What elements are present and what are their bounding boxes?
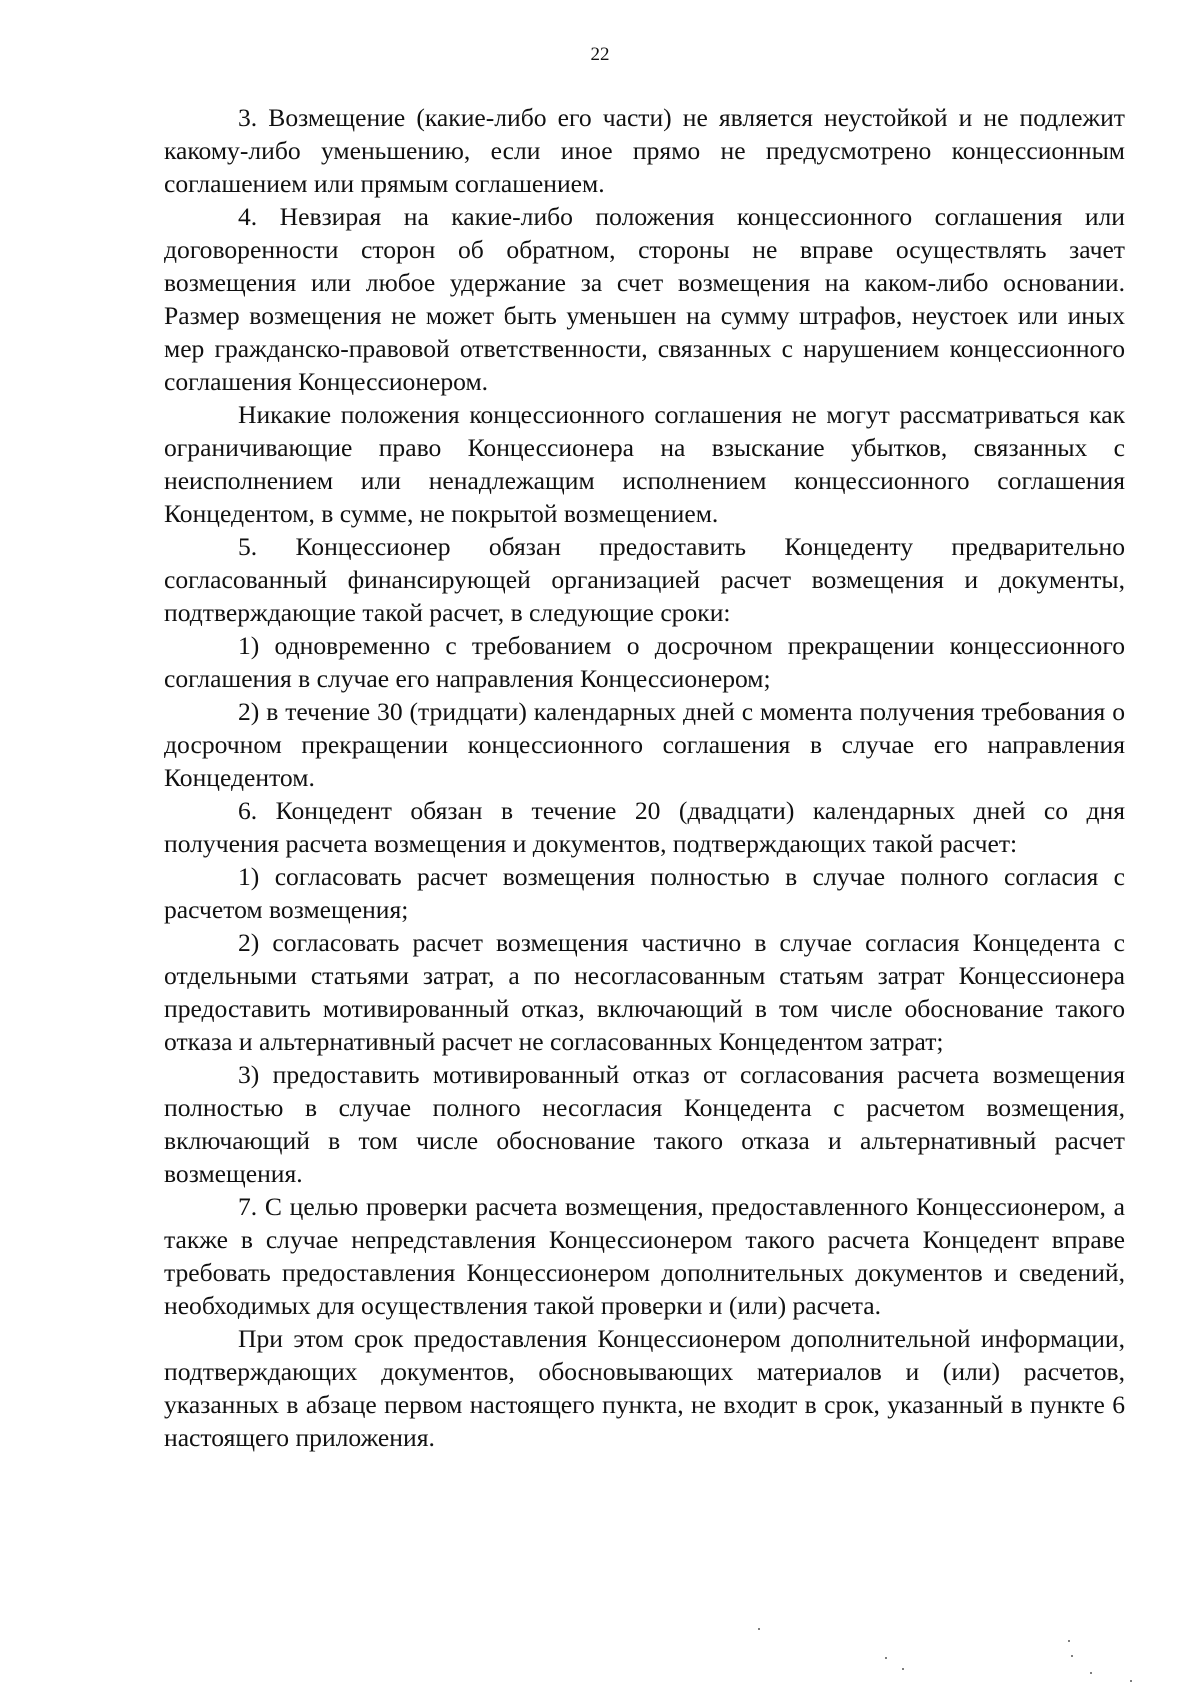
paragraph-clause-5: 5. Концессионер обязан предоставить Концеденту предварительно согласованный финансирующей организацией расчет возмещения и документы, подтверждающие такой расчет, в следующие сроки:: [164, 532, 1125, 627]
scan-speck: [1130, 1680, 1132, 1682]
paragraph-clause-4: 4. Невзирая на какие-либо положения концессионного соглашения или договоренности сторон об обратном, стороны не вправе осуществлять зачет возмещения или любое удержание за счет возмещения на каком-либо основании. Размер возмещения не может быть уменьшен на сумму штрафов, неустоек или иных мер гражданско-правовой ответственности, связанных с нарушением концессионного соглашения Концессионером.: [164, 202, 1125, 396]
scan-speck: [1071, 1655, 1073, 1657]
scan-speck: [902, 1668, 904, 1670]
paragraph-clause-5-item-1: 1) одновременно с требованием о досрочном прекращении концессионного соглашения в случае его направления Концессионером;: [164, 631, 1125, 693]
paragraph-clause-3: 3. Возмещение (какие-либо его части) не является неустойкой и не подлежит какому-либо уменьшению, если иное прямо не предусмотрено концессионным соглашением или прямым соглашением.: [164, 103, 1125, 198]
paragraph-clause-7: 7. С целью проверки расчета возмещения, предоставленного Концессионером, а также в случае непредставления Концессионером такого расчета Концедент вправе требовать предоставления Концессионером дополнительных документов и сведений, необходимых для осуществления такой проверки и (или) расчета.: [164, 1192, 1125, 1320]
paragraph-clause-6-item-2: 2) согласовать расчет возмещения частично в случае согласия Концедента с отдельными статьями затрат, а по несогласованным статьям затрат Концессионера предоставить мотивированный отказ, включающий в том числе обоснование такого отказа и альтернативный расчет не согласованных Концедентом затрат;: [164, 928, 1125, 1056]
scan-speck: [1068, 1640, 1070, 1642]
document-body: [164, 101, 1125, 1454]
paragraph-clause-6: 6. Концедент обязан в течение 20 (двадцати) календарных дней со дня получения расчета возмещения и документов, подтверждающих такой расчет:: [164, 796, 1125, 858]
paragraph-clause-6-item-1: 1) согласовать расчет возмещения полностью в случае полного согласия с расчетом возмещения;: [164, 862, 1125, 924]
paragraph-clause-5-item-2: 2) в течение 30 (тридцати) календарных дней с момента получения требования о досрочном прекращении концессионного соглашения в случае его направления Концедентом.: [164, 697, 1125, 792]
scan-speck: [885, 1657, 887, 1659]
paragraph-clause-6-item-3: 3) предоставить мотивированный отказ от согласования расчета возмещения полностью в случае полного несогласия Концедента с расчетом возмещения, включающий в том числе обоснование такого отказа и альтернативный расчет возмещения.: [164, 1060, 1125, 1188]
scan-speck: [1090, 1672, 1092, 1674]
paragraph-clause-4-note: Никакие положения концессионного соглашения не могут рассматриваться как ограничивающие право Концессионера на взыскание убытков, связанных с неисполнением или ненадлежащим исполнением концессионного соглашения Концедентом, в сумме, не покрытой возмещением.: [164, 400, 1125, 528]
page-number: 22: [590, 44, 610, 65]
paragraph-clause-7-note: При этом срок предоставления Концессионером дополнительной информации, подтверждающих документов, обосновывающих материалов и (или) расчетов, указанных в абзаце первом настоящего пункта, не входит в срок, указанный в пункте 6 настоящего приложения.: [164, 1324, 1125, 1452]
scan-speck: [758, 1628, 760, 1630]
